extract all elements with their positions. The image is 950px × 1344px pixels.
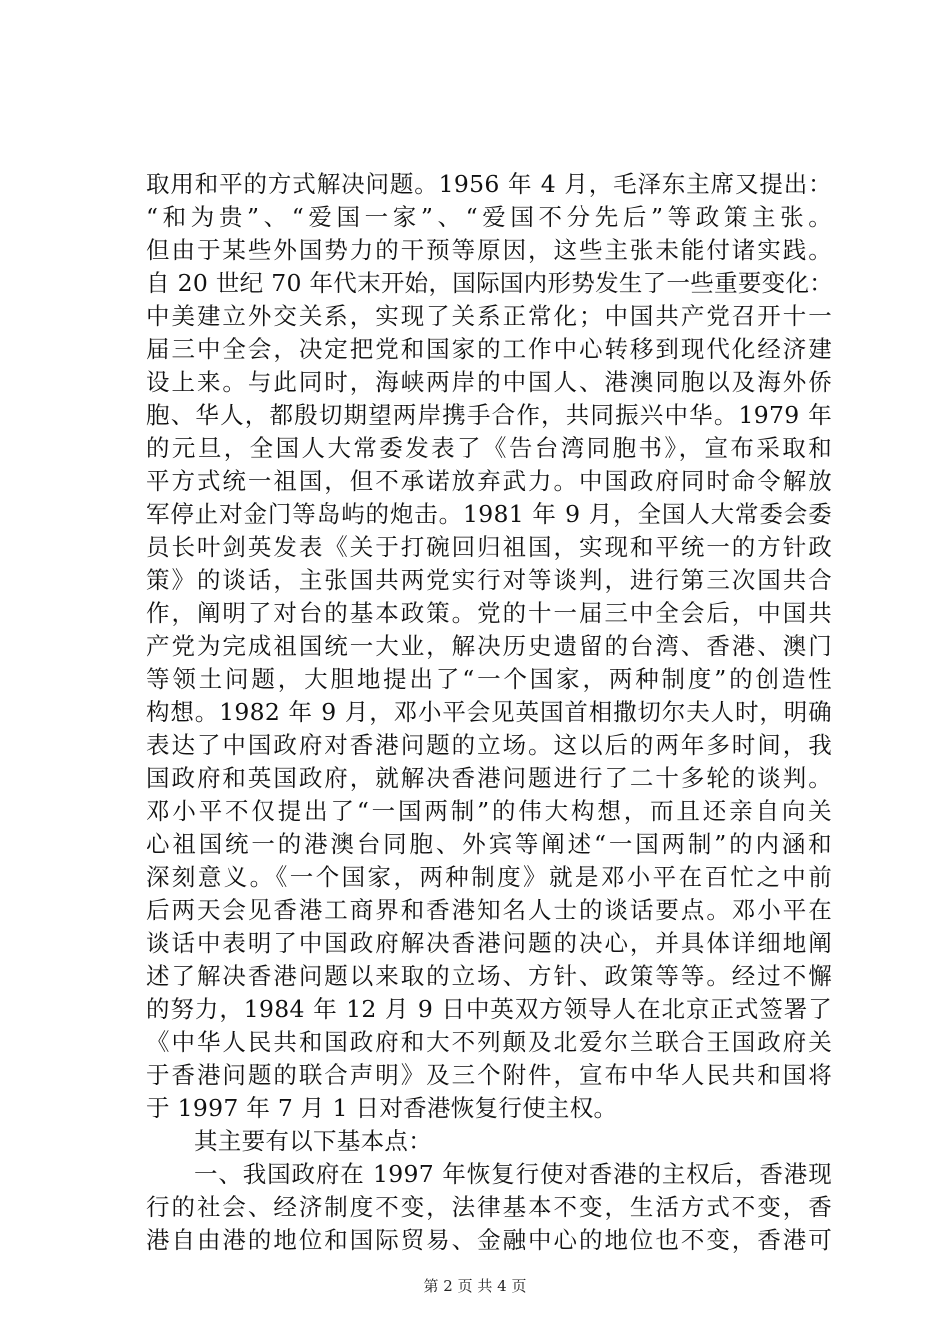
text-line: 国政府和英国政府，就解决香港问题进行了二十多轮的谈判。	[146, 764, 832, 792]
text-line: 取用和平的方式解决问题。1956 年 4 月，毛泽东主席又提出：	[146, 170, 832, 198]
text-line: 员长叶剑英发表《关于打碗回归祖国，实现和平统一的方针政	[146, 533, 832, 561]
text-line: 邓小平不仅提出了“一国两制”的伟大构想，而且还亲自向关	[146, 797, 832, 825]
text-line: 谈话中表明了中国政府解决香港问题的决心，并具体详细地阐	[146, 929, 832, 957]
text-line: 平方式统一祖国，但不承诺放弃武力。中国政府同时命令解放	[146, 467, 832, 495]
text-line: 一、我国政府在 1997 年恢复行使对香港的主权后，香港现	[194, 1160, 832, 1188]
text-line: 设上来。与此同时，海峡两岸的中国人、港澳同胞以及海外侨	[146, 368, 832, 396]
text-line: 策》的谈话，主张国共两党实行对等谈判，进行第三次国共合	[146, 566, 832, 594]
text-line: 但由于某些外国势力的干预等原因，这些主张未能付诸实践。	[146, 236, 832, 264]
text-line: 届三中全会，决定把党和国家的工作中心转移到现代化经济建	[146, 335, 832, 363]
page-number-label: 第 2 页 共 4 页	[423, 1277, 527, 1295]
text-line: 作，阐明了对台的基本政策。党的十一届三中全会后，中国共	[146, 599, 832, 627]
text-line: 于香港问题的联合声明》及三个附件，宣布中华人民共和国将	[146, 1061, 832, 1089]
text-line: 深刻意义。《一个国家，两种制度》就是邓小平在百忙之中前	[146, 863, 832, 891]
text-line: 心祖国统一的港澳台同胞、外宾等阐述“一国两制”的内涵和	[146, 830, 832, 858]
text-line: 表达了中国政府对香港问题的立场。这以后的两年多时间，我	[146, 731, 832, 759]
text-line: 自 20 世纪 70 年代末开始，国际国内形势发生了一些重要变化：	[146, 269, 834, 297]
text-line: 港自由港的地位和国际贸易、金融中心的地位也不变，香港可	[146, 1226, 832, 1254]
text-line: 等领土问题，大胆地提出了“一个国家，两种制度”的创造性	[146, 665, 832, 693]
text-line: 后两天会见香港工商界和香港知名人士的谈话要点。邓小平在	[146, 896, 832, 924]
text-line: 于 1997 年 7 月 1 日对香港恢复行使主权。	[146, 1094, 618, 1122]
text-line: 《中华人民共和国政府和大不列颠及北爱尔兰联合王国政府关	[146, 1028, 832, 1056]
text-line: 构想。1982 年 9 月，邓小平会见英国首相撒切尔夫人时，明确	[146, 698, 832, 726]
text-line: 军停止对金门等岛屿的炮击。1981 年 9 月，全国人大常委会委	[146, 500, 832, 528]
text-line: 的元旦，全国人大常委发表了《告台湾同胞书》，宣布采取和	[146, 434, 832, 462]
body-text	[146, 168, 832, 1257]
text-line: 中美建立外交关系，实现了关系正常化；中国共产党召开十一	[146, 302, 832, 330]
text-line: “和为贵”、“爱国一家”、“爱国不分先后”等政策主张。	[146, 203, 832, 231]
text-line: 产党为完成祖国统一大业，解决历史遗留的台湾、香港、澳门	[146, 632, 832, 660]
text-line: 其主要有以下基本点：	[194, 1127, 432, 1155]
text-line: 行的社会、经济制度不变，法律基本不变，生活方式不变，香	[146, 1193, 832, 1221]
text-line: 述了解决香港问题以来取的立场、方针、政策等等。经过不懈	[146, 962, 832, 990]
page-footer	[0, 1275, 950, 1296]
text-line: 胞、华人，都殷切期望两岸携手合作，共同振兴中华。1979 年	[146, 401, 832, 429]
text-line: 的努力，1984 年 12 月 9 日中英双方领导人在北京正式签署了	[146, 995, 832, 1023]
